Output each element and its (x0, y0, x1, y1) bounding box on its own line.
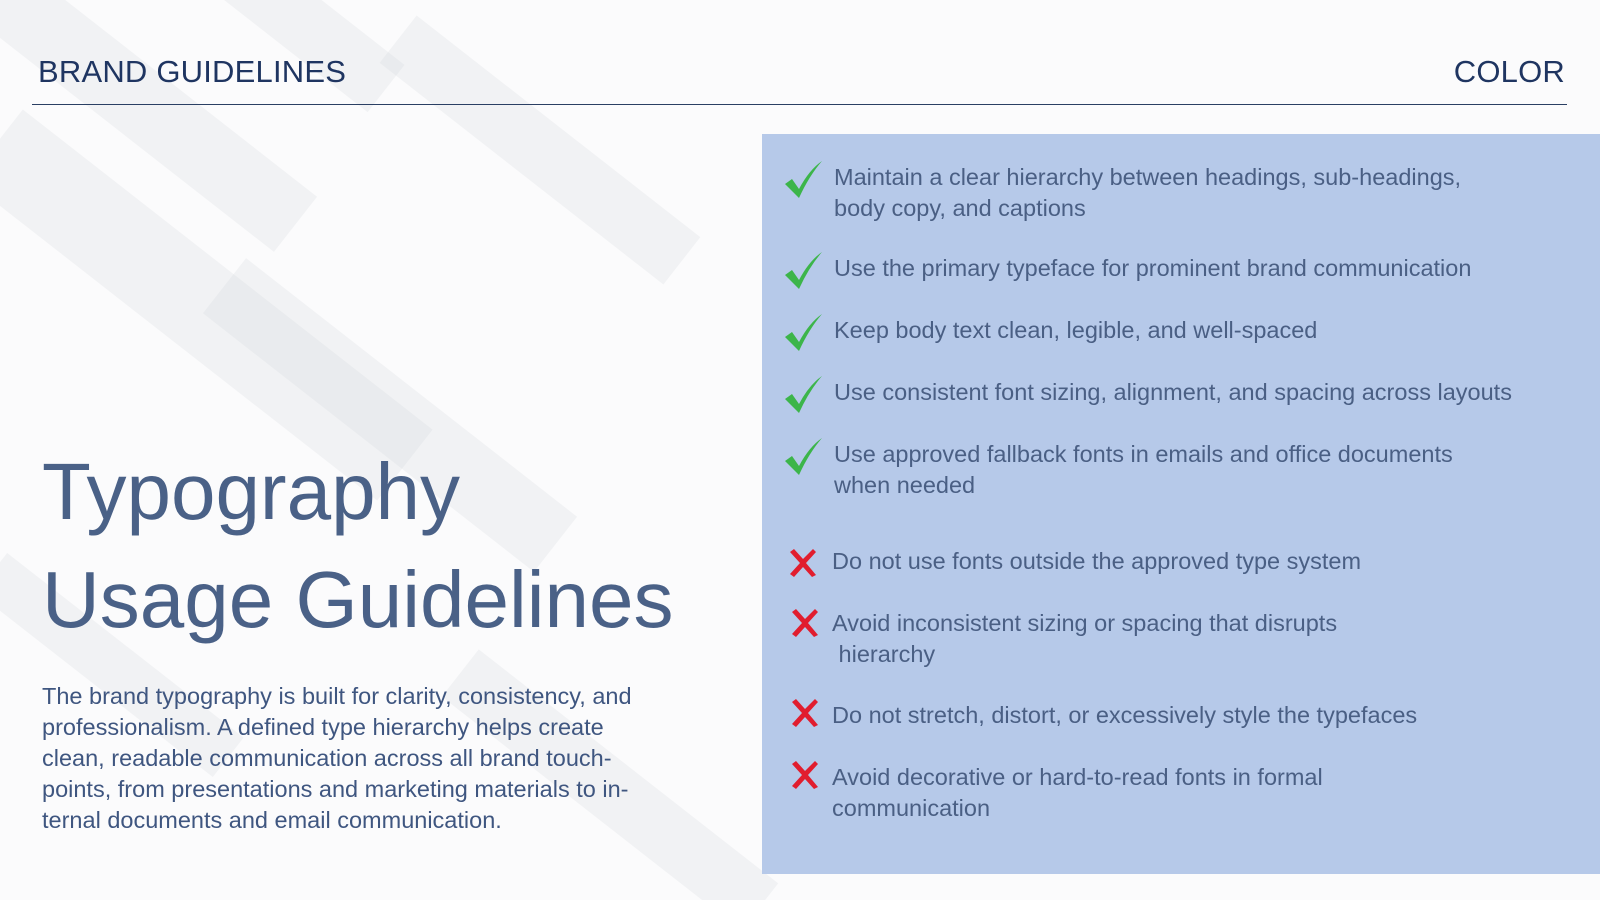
page-title-line-2: Usage Guidelines (42, 555, 674, 644)
do-item-line: Use consistent font sizing, alignment, and spacing across layouts (834, 379, 1512, 405)
do-item-line: when needed (834, 472, 976, 498)
do-item-text (834, 162, 1461, 224)
page-title (42, 438, 742, 654)
do-item-text (834, 439, 1453, 501)
guidelines-panel (762, 134, 1600, 874)
header (32, 44, 1567, 105)
dont-item-text (832, 700, 1417, 731)
dont-item-text (832, 608, 1337, 670)
do-item (762, 253, 1600, 293)
dont-item-line: Do not stretch, distort, or excessively style the typefaces (832, 702, 1418, 728)
check-icon (782, 373, 826, 417)
dont-item (762, 700, 1600, 740)
header-section-color: COLOR (1453, 54, 1565, 89)
do-item-text (834, 315, 1317, 346)
cross-icon (788, 696, 822, 730)
do-item-line: Maintain a clear hierarchy between headings, sub-headings, (834, 164, 1462, 190)
do-item (762, 315, 1600, 355)
do-item (762, 377, 1600, 417)
check-icon (782, 249, 826, 293)
intro-line: professionalism. A defined type hierarchy helps create (42, 714, 604, 740)
intro-line: points, from presentations and marketing materials to in- (42, 776, 629, 802)
check-icon (782, 435, 826, 479)
page-title-line-1: Typography (42, 447, 461, 536)
dont-item (762, 762, 1600, 832)
do-item-text (834, 377, 1512, 408)
dont-item-line: hierarchy (832, 641, 936, 667)
intro-paragraph (42, 681, 712, 836)
dont-item-text (832, 546, 1361, 577)
dont-item (762, 608, 1600, 678)
dont-item-line: Do not use fonts outside the approved type system (832, 548, 1362, 574)
do-item (762, 160, 1600, 230)
check-icon (782, 158, 826, 202)
check-icon (782, 311, 826, 355)
intro-line: clean, readable communication across all brand touch- (42, 745, 612, 771)
dont-item-line: Avoid decorative or hard-to-read fonts in formal (832, 764, 1323, 790)
do-item-line: Use approved fallback fonts in emails and office documents (834, 441, 1453, 467)
dont-item (762, 546, 1600, 586)
intro-line: The brand typography is built for clarity, consistency, and (42, 683, 632, 709)
dont-item-line: Avoid inconsistent sizing or spacing that disrupts (832, 610, 1338, 636)
do-item-line: Use the primary typeface for prominent brand communication (834, 255, 1472, 281)
cross-icon (786, 546, 820, 580)
dont-item-text (832, 762, 1323, 824)
cross-icon (788, 758, 822, 792)
header-brand-guidelines: BRAND GUIDELINES (38, 54, 347, 89)
do-item-line: Keep body text clean, legible, and well-spaced (834, 317, 1318, 343)
intro-line: ternal documents and email communication. (42, 807, 502, 833)
cross-icon (788, 606, 822, 640)
do-item-line: body copy, and captions (834, 195, 1086, 221)
do-item-text (834, 253, 1471, 284)
dont-item-line: communication (832, 795, 991, 821)
do-item (762, 439, 1600, 509)
